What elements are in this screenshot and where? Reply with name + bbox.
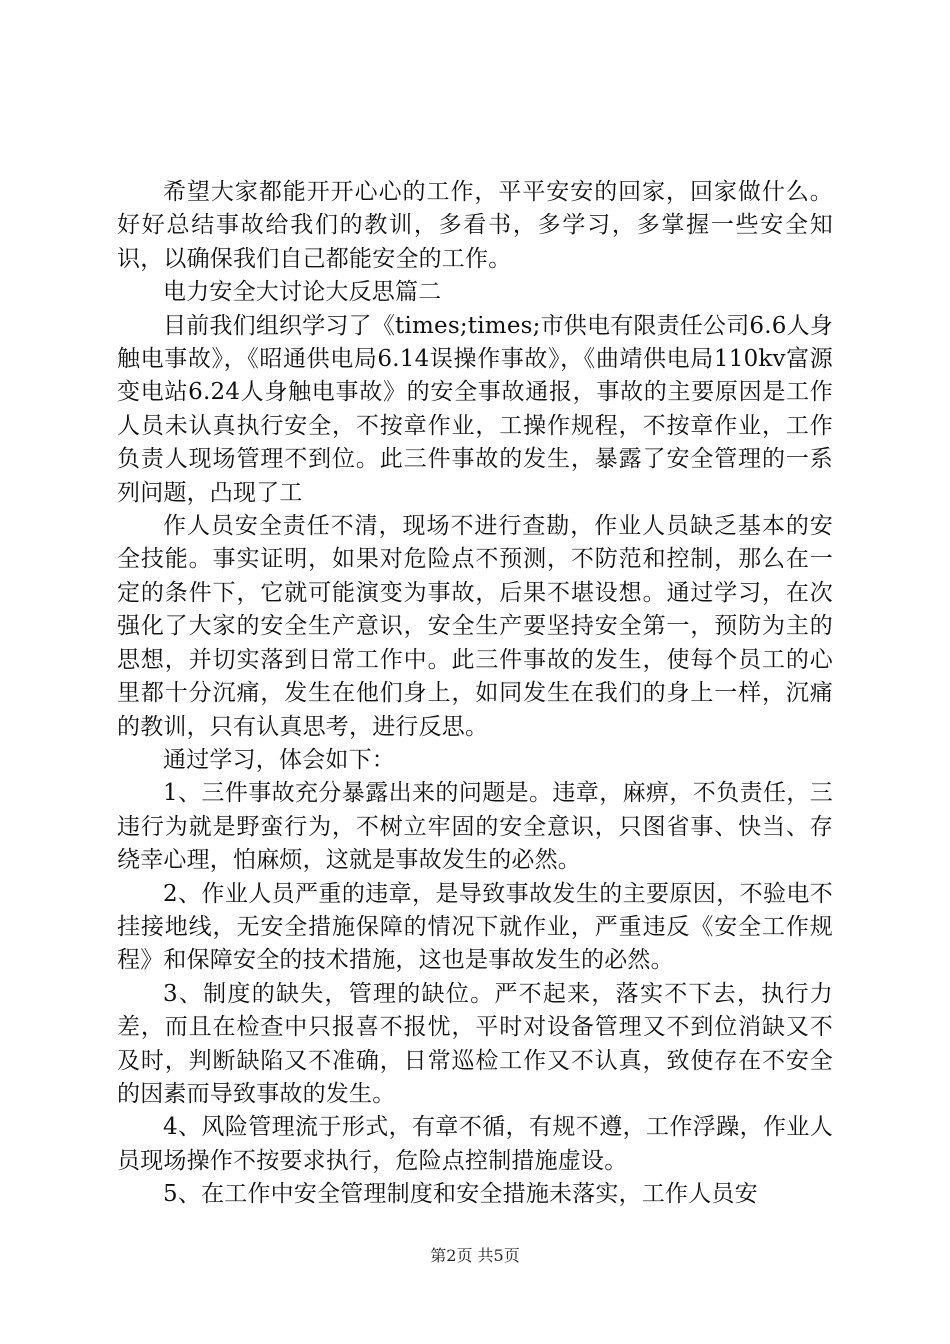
list-item-2: 2、作业人员严重的违章，是导致事故发生的主要原因，不验电不挂接地线，无安全措施保障的情况下就作业，严重违反《安全工作规程》和保障安全的技术措施，这也是事故发生的必然。 (117, 880, 833, 974)
list-item-5: 5、在工作中安全管理制度和安全措施未落实，工作人员安 (163, 1181, 758, 1208)
list-item-1: 1、三件事故充分暴露出来的问题是。违章，麻痹，不负责任，三违行为就是野蛮行为，不树立牢固的安全意识，只图省事、快当、存绕幸心理，怕麻烦，这就是事故发生的必然。 (117, 780, 833, 874)
paragraph-closing: 希望大家都能开开心心的工作，平平安安的回家，回家做什么。好好总结事故给我们的教训，多看书，多学习，多掌握一些安全知识，以确保我们自己都能安全的工作。 (117, 179, 833, 272)
section-heading: 电力安全大讨论大反思篇二 (163, 279, 442, 306)
paragraph-intro: 目前我们组织学习了《times;times;市供电有限责任公司6.6人身触电事故》，《昭通供电局6.14误操作事故》，《曲靖供电局110kv富源变电站6.24人身触电事故》的安全事故通报，事故的主要原因是工作人员未认真执行安全，不按章作业，工操作规程，不按章作业，工作负责人现场管理不到位。此三件事故的发生，暴露了安全管理的一系列问题，凸现了工 (117, 312, 833, 506)
document-body (117, 176, 833, 1212)
paragraph-continued: 作人员安全责任不清，现场不进行查勘，作业人员缺乏基本的安全技能。事实证明，如果对危险点不预测，不防范和控制，那么在一定的条件下，它就可能演变为事故，后果不堪设想。通过学习，在次强化了大家的安全生产意识，安全生产要坚持安全第一，预防为主的思想，并切实落到日常工作中。此三件事故的发生，使每个员工的心里都十分沉痛，发生在他们身上，如同发生在我们的身上一样，沉痛的教训，只有认真思考，进行反思。 (117, 513, 833, 740)
list-item-3: 3、制度的缺失，管理的缺位。严不起来，落实不下去，执行力差，而且在检查中只报喜不报忧，平时对设备管理又不到位消缺又不及时，判断缺陷又不准确，日常巡检工作又不认真，致使存在不安全的因素而导致事故的发生。 (117, 980, 833, 1107)
paragraph-lead: 通过学习，体会如下： (163, 746, 395, 773)
list-item-4: 4、风险管理流于形式，有章不循，有规不遵，工作浮躁，作业人员现场操作不按要求执行，危险点控制措施虚设。 (117, 1114, 833, 1174)
page-footer: 第2页 共5页 (430, 1246, 520, 1265)
